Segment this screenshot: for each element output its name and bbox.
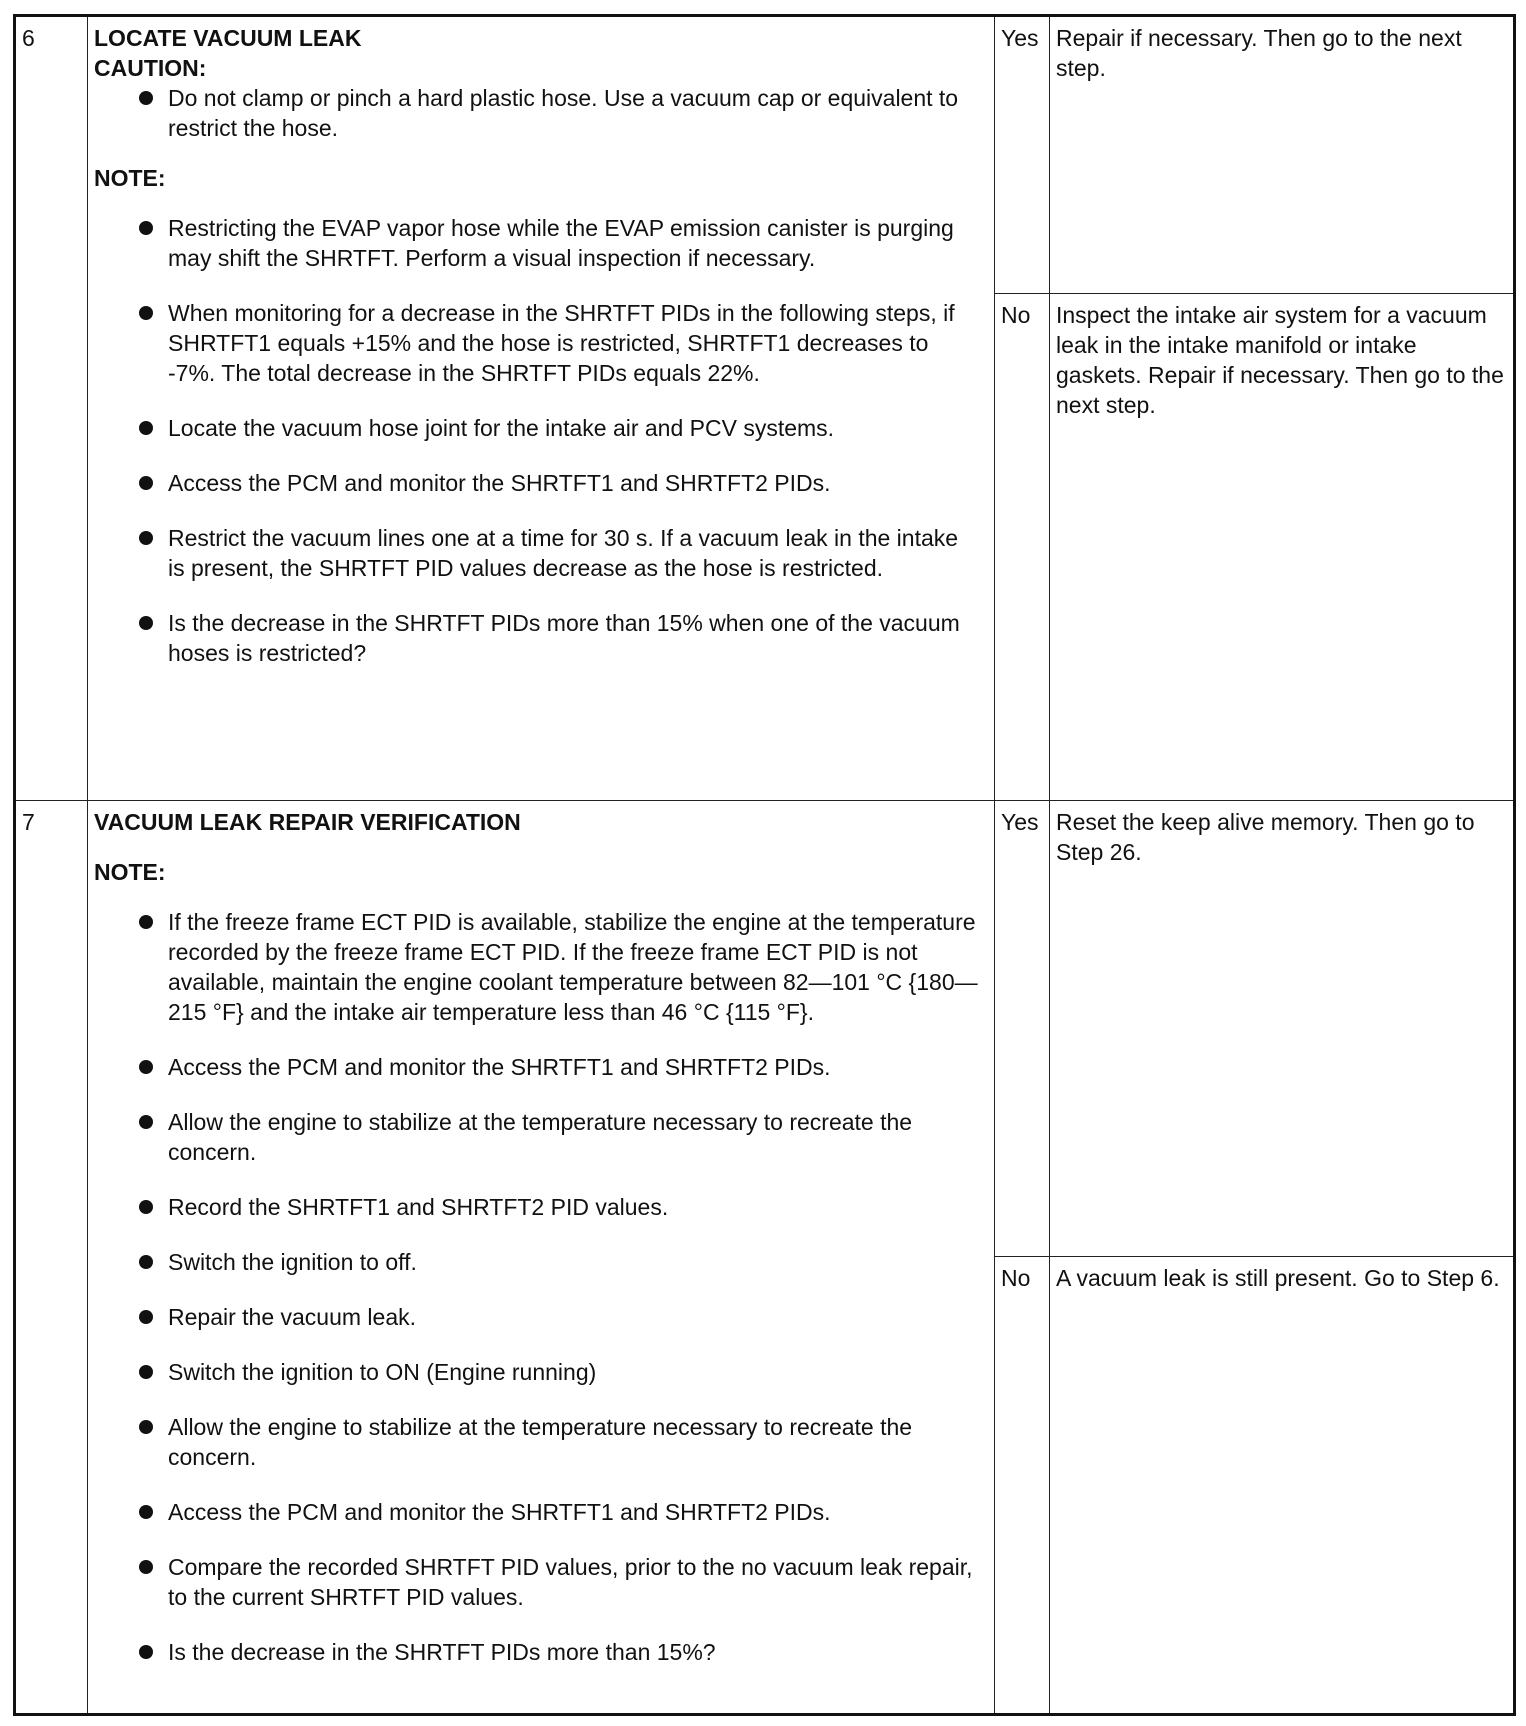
step-6-yes-row <box>15 16 1515 294</box>
note-list <box>94 213 986 668</box>
note-item: Switch the ignition to off. <box>94 1247 986 1277</box>
note-label: NOTE: <box>94 859 166 885</box>
note-item: If the freeze frame ECT PID is available, stabilize the engine at the temperature recorded by the freeze frame ECT PID. If the freeze frame ECT PID is not available, maintain the engine coolant temperature between 82—101 °C {180—215 °F} and the intake air temperature less than 46 °C {115 °F}. <box>94 907 986 1027</box>
no-label: No <box>995 1257 1050 1715</box>
note-item: When monitoring for a decrease in the SHRTFT PIDs in the following steps, if SHRTFT1 equals +15% and the hose is restricted, SHRTFT1 decreases to -7%. The total decrease in the SHRTFT PIDs equals 22%. <box>94 298 986 388</box>
note-item: Restrict the vacuum lines one at a time for 30 s. If a vacuum leak in the intake is present, the SHRTFT PID values decrease as the hose is restricted. <box>94 523 986 583</box>
note-item: Is the decrease in the SHRTFT PIDs more than 15%? <box>94 1637 986 1667</box>
note-item: Repair the vacuum leak. <box>94 1302 986 1332</box>
yes-result: Repair if necessary. Then go to the next step. <box>1050 16 1515 294</box>
note-item: Is the decrease in the SHRTFT PIDs more than 15% when one of the vacuum hoses is restricted? <box>94 608 986 668</box>
caution-item: Do not clamp or pinch a hard plastic hose. Use a vacuum cap or equivalent to restrict the hose. <box>94 83 986 143</box>
step-7-yes-row <box>15 801 1515 1257</box>
note-label: NOTE: <box>94 165 166 191</box>
note-item: Allow the engine to stabilize at the temperature necessary to recreate the concern. <box>94 1107 986 1167</box>
note-item: Restricting the EVAP vapor hose while the EVAP emission canister is purging may shift the SHRTFT. Perform a visual inspection if necessary. <box>94 213 986 273</box>
yes-label: Yes <box>995 16 1050 294</box>
note-item: Locate the vacuum hose joint for the intake air and PCV systems. <box>94 413 986 443</box>
step-action-cell <box>88 801 995 1715</box>
no-result: Inspect the intake air system for a vacuum leak in the intake manifold or intake gaskets. Repair if necessary. Then go to the next step. <box>1050 294 1515 801</box>
step-title: LOCATE VACUUM LEAK <box>94 25 362 51</box>
yes-result: Reset the keep alive memory. Then go to Step 26. <box>1050 801 1515 1257</box>
note-item: Access the PCM and monitor the SHRTFT1 and SHRTFT2 PIDs. <box>94 1497 986 1527</box>
step-number: 6 <box>15 16 88 801</box>
step-action-cell <box>88 16 995 801</box>
note-item: Compare the recorded SHRTFT PID values, prior to the no vacuum leak repair, to the current SHRTFT PID values. <box>94 1552 986 1612</box>
note-list <box>94 907 986 1667</box>
caution-list <box>94 83 986 143</box>
yes-label: Yes <box>995 801 1050 1257</box>
no-label: No <box>995 294 1050 801</box>
note-item: Access the PCM and monitor the SHRTFT1 and SHRTFT2 PIDs. <box>94 1052 986 1082</box>
note-item: Access the PCM and monitor the SHRTFT1 and SHRTFT2 PIDs. <box>94 468 986 498</box>
step-number: 7 <box>15 801 88 1715</box>
no-result: A vacuum leak is still present. Go to Step 6. <box>1050 1257 1515 1715</box>
note-item: Switch the ignition to ON (Engine running) <box>94 1357 986 1387</box>
note-item: Record the SHRTFT1 and SHRTFT2 PID values. <box>94 1192 986 1222</box>
note-item: Allow the engine to stabilize at the temperature necessary to recreate the concern. <box>94 1412 986 1472</box>
diagnostic-table <box>13 14 1516 1716</box>
caution-label: CAUTION: <box>94 55 207 81</box>
step-title: VACUUM LEAK REPAIR VERIFICATION <box>94 809 521 835</box>
